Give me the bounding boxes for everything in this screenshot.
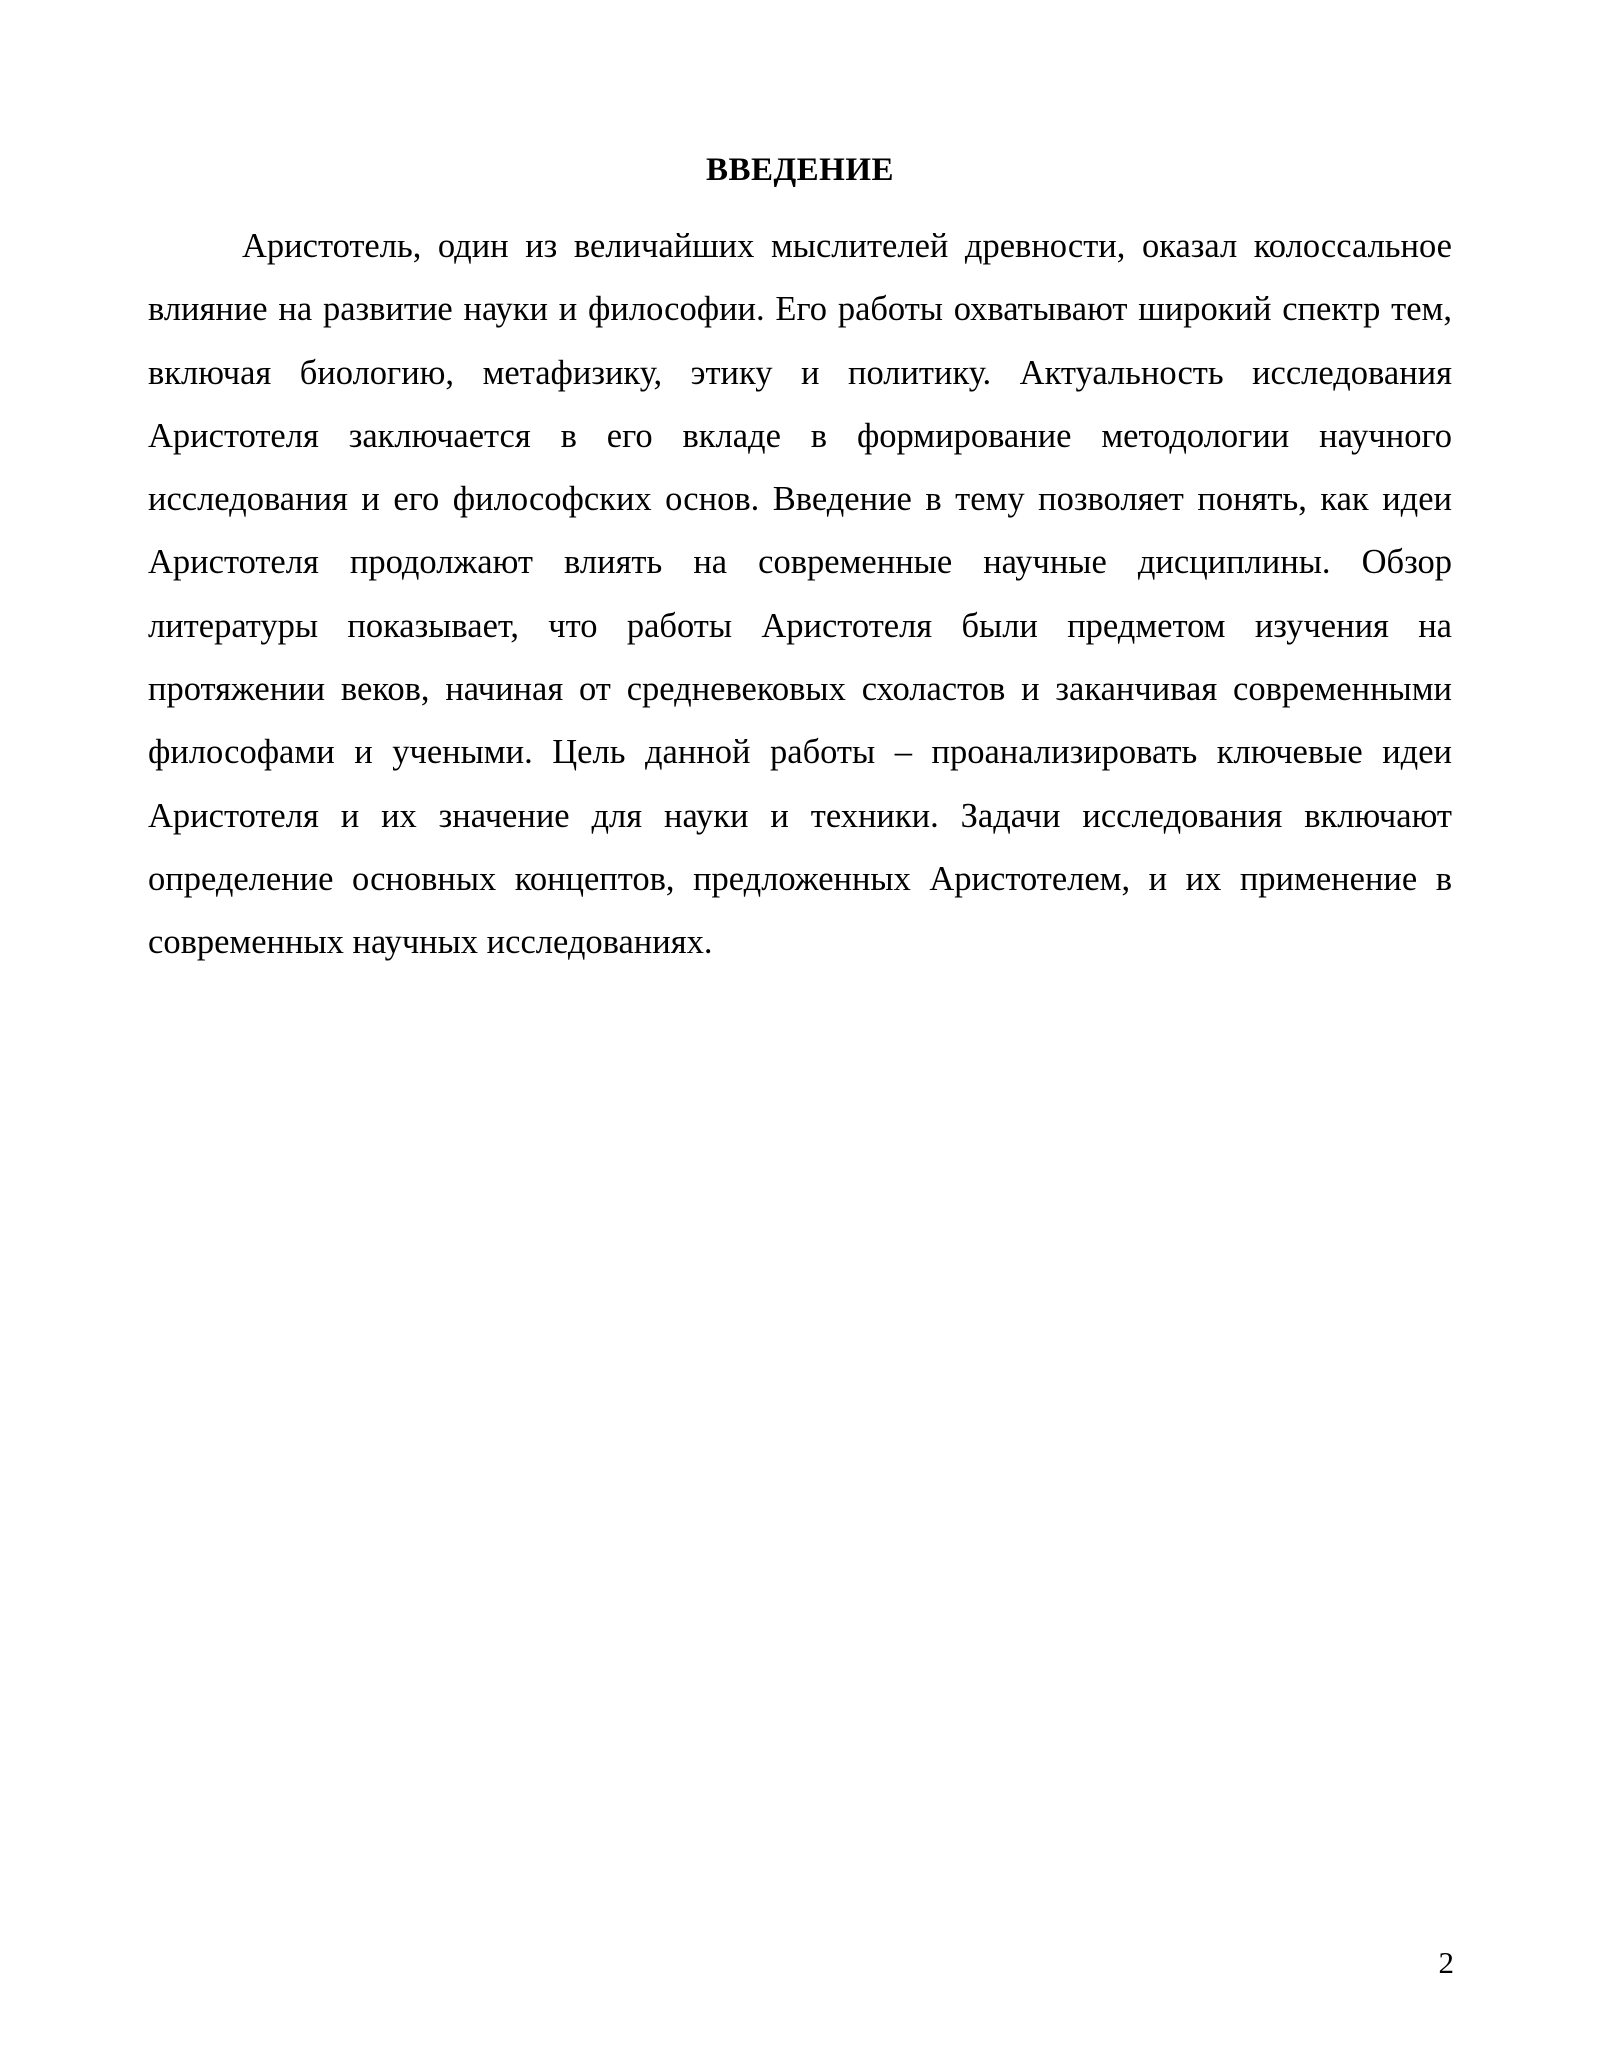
section-heading: ВВЕДЕНИЕ	[705, 152, 895, 188]
body-paragraph: Аристотель, один из величайших мыслителей древности, оказал колоссальное влияние на развитие науки и философии. Его работы охватывают широкий спектр тем, включая биологию, метафизику, этику и политику. Актуальность исследования Аристотеля заключается в его вкладе в формирование методологии научного исследования и его философских основ. Введение в тему позволяет понять, как идеи Аристотеля продолжают влиять на современные научные дисциплины. Обзор литературы показывает, что работы Аристотеля были предметом изучения на протяжении веков, начиная от средневековых схоластов и заканчивая современными философами и учеными. Цель данной работы – проанализировать ключевые идеи Аристотеля и их значение для науки и техники. Задачи исследования включают определение основных концептов, предложенных Аристотелем, и их применение в современных научных исследованиях.	[148, 227, 1452, 962]
page-number: 2	[1438, 1945, 1454, 1980]
